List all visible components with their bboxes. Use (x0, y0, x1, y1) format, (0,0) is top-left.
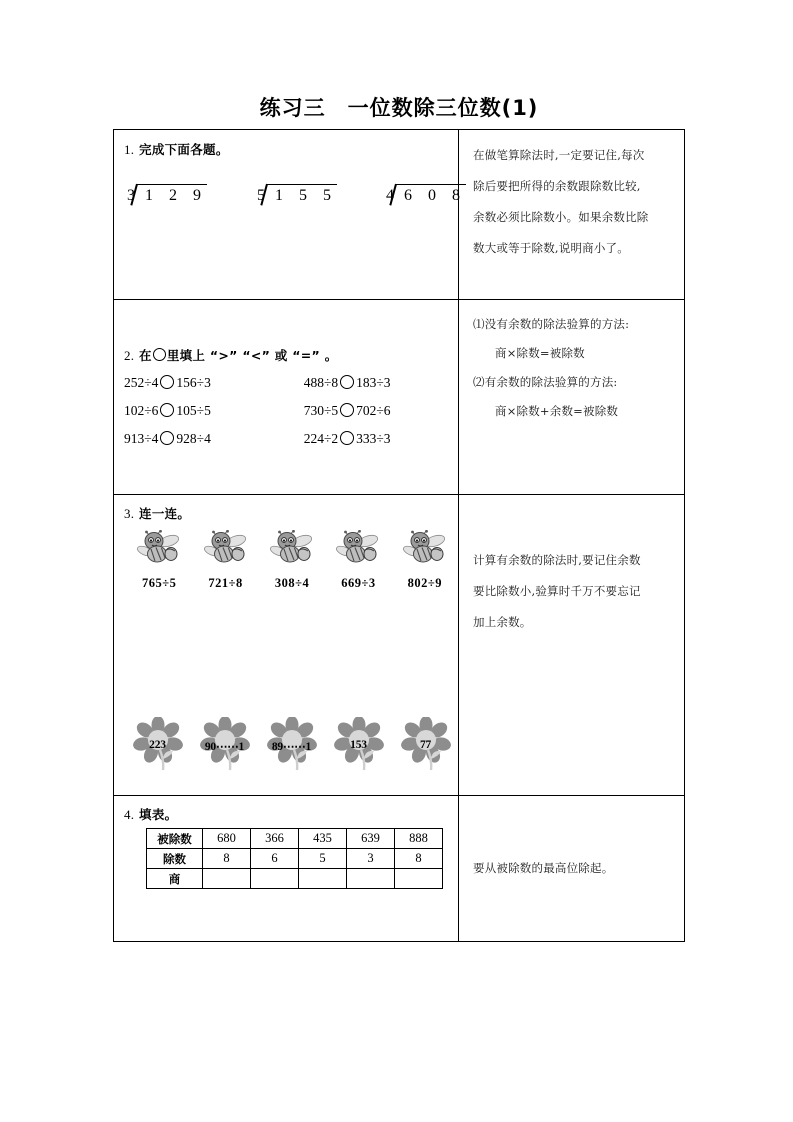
tip-line: 要比除数小,验算时千万不要忘记 (473, 584, 641, 598)
section-4-content (114, 796, 459, 941)
table-cell: 639 (347, 829, 395, 849)
comparison-left: 252÷4 (124, 375, 159, 390)
tip-formula: 商×除数+余数=被除数 (495, 404, 619, 418)
page-title (113, 92, 685, 122)
section-4-number: 4. (124, 807, 135, 822)
page-title-main: 练习三 (259, 96, 326, 120)
flower-item[interactable] (124, 717, 191, 776)
answer-cell[interactable] (347, 869, 395, 889)
comparison-problem[interactable] (124, 375, 296, 391)
long-division-problem-1[interactable] (127, 184, 207, 205)
section-row-1 (114, 130, 684, 300)
comparison-right: 183÷3 (356, 375, 391, 390)
comparison-problem[interactable] (124, 431, 296, 447)
long-division-group (124, 184, 466, 224)
flower-row (124, 717, 459, 776)
comparison-problem[interactable] (296, 403, 458, 419)
section-4-heading (124, 805, 458, 823)
circle-icon (153, 348, 166, 361)
section-3-heading-text: 连一连。 (139, 506, 191, 521)
row-header-divisor: 除数 (147, 849, 203, 869)
flower-answer: 89⋯⋯1 (271, 741, 312, 753)
table-cell: 6 (251, 849, 299, 869)
bee-icon (203, 530, 249, 570)
answer-circle-icon[interactable] (340, 403, 354, 417)
answer-cell[interactable] (299, 869, 347, 889)
comparison-problem[interactable] (296, 375, 458, 391)
tip-line: 余数必须比除数小。如果余数比除 (473, 210, 649, 224)
bee-expression: 721÷8 (208, 576, 243, 590)
comparison-left: 730÷5 (303, 403, 339, 418)
section-2-heading-pre: 在 (139, 348, 152, 363)
page-title-sub: 一位数除三位数(1) (347, 96, 539, 120)
tip-text-3 (473, 505, 672, 638)
answer-circle-icon[interactable] (160, 375, 174, 389)
bee-icon (269, 530, 315, 570)
table-cell: 3 (347, 849, 395, 869)
division-bracket-icon (136, 184, 207, 205)
answer-circle-icon[interactable] (340, 431, 354, 445)
comparison-right: 156÷3 (176, 375, 211, 390)
section-4-heading-text: 填表。 (139, 807, 178, 822)
divisor-1: 3 (127, 187, 135, 204)
answer-circle-icon[interactable] (160, 403, 174, 417)
answer-cell[interactable] (395, 869, 443, 889)
bee-expression: 669÷3 (341, 576, 376, 590)
bee-item[interactable] (392, 530, 458, 591)
flower-item[interactable] (191, 717, 258, 776)
table-row (147, 869, 443, 889)
comparison-row (124, 431, 458, 447)
tip-line: 数大或等于除数,说明商小了。 (473, 241, 629, 255)
table-row (147, 849, 443, 869)
section-2-heading (124, 346, 458, 364)
table-cell: 680 (203, 829, 251, 849)
row-header-quotient: 商 (147, 869, 203, 889)
tip-line: 计算有余数的除法时,要记住余数 (473, 553, 641, 567)
table-cell: 5 (299, 849, 347, 869)
tip-text-4 (473, 806, 672, 931)
bee-icon (402, 530, 448, 570)
bee-expression: 765÷5 (142, 576, 177, 590)
tip-text-2 (473, 310, 672, 426)
flower-item[interactable] (392, 717, 459, 776)
bee-expression: 802÷9 (407, 576, 443, 590)
fill-in-table (146, 828, 443, 889)
dividend-3: 6 0 8 (404, 187, 466, 204)
table-row (147, 829, 443, 849)
comparison-row (124, 375, 458, 391)
section-4-tip (459, 796, 684, 941)
flower-item[interactable] (325, 717, 392, 776)
divisor-3: 4 (386, 187, 394, 204)
table-cell: 8 (203, 849, 251, 869)
table-cell: 366 (251, 829, 299, 849)
section-2-content (114, 300, 459, 494)
bee-item[interactable] (325, 530, 391, 591)
bee-expression: 308÷4 (274, 576, 310, 590)
section-3-heading (124, 504, 458, 522)
comparison-left: 913÷4 (124, 431, 159, 446)
comparison-right: 333÷3 (356, 431, 391, 446)
flower-answer: 153 (350, 739, 367, 751)
tip-line: 除后要把所得的余数跟除数比较, (473, 179, 641, 193)
long-division-problem-3[interactable] (386, 184, 466, 205)
answer-cell[interactable] (251, 869, 299, 889)
bee-icon (136, 530, 182, 570)
divisor-2: 5 (257, 187, 265, 204)
comparison-right: 928÷4 (176, 431, 211, 446)
comparison-grid (124, 375, 458, 447)
section-row-2 (114, 300, 684, 495)
worksheet-table (113, 129, 685, 942)
long-division-problem-2[interactable] (257, 184, 337, 205)
dividend-1: 1 2 9 (145, 187, 207, 204)
bee-item[interactable] (192, 530, 258, 591)
section-1-heading (124, 140, 458, 158)
dividend-2: 1 5 5 (275, 187, 337, 204)
bee-item[interactable] (126, 530, 192, 591)
tip-text-1 (473, 140, 672, 264)
comparison-row (124, 403, 458, 419)
section-1-tip (459, 130, 684, 299)
comparison-right: 702÷6 (356, 403, 391, 418)
section-row-4 (114, 796, 684, 941)
bee-item[interactable] (259, 530, 325, 591)
comparison-left: 102÷6 (124, 403, 159, 418)
section-2-tip (459, 300, 684, 494)
comparison-left: 488÷8 (303, 375, 339, 390)
flower-answer: 223 (149, 739, 166, 751)
tip-line: 加上余数。 (473, 615, 532, 629)
answer-circle-icon[interactable] (340, 375, 354, 389)
division-bracket-icon (266, 184, 337, 205)
comparison-right: 105÷5 (176, 403, 211, 418)
flower-item[interactable] (258, 717, 325, 776)
section-2-number: 2. (124, 348, 135, 363)
table-cell: 888 (395, 829, 443, 849)
tip-formula: 商×除数=被除数 (495, 346, 585, 360)
tip-line: 在做笔算除法时,一定要记住,每次 (473, 148, 645, 162)
section-3-content (114, 495, 459, 795)
division-bracket-icon (395, 184, 466, 205)
section-2-heading-post: 里填上 “>” “<” 或 “=” 。 (166, 348, 338, 363)
comparison-problem[interactable] (124, 403, 296, 419)
table-cell: 435 (299, 829, 347, 849)
section-1-heading-text: 完成下面各题。 (139, 142, 229, 157)
section-3-number: 3. (124, 506, 135, 521)
answer-cell[interactable] (203, 869, 251, 889)
flower-answer: 90⋯⋯1 (204, 741, 245, 753)
tip-line: ⑴没有余数的除法验算的方法: (473, 317, 630, 331)
section-1-content (114, 130, 466, 299)
row-header-dividend: 被除数 (147, 829, 203, 849)
flower-answer: 77 (419, 739, 432, 751)
answer-circle-icon[interactable] (160, 431, 174, 445)
table-cell: 8 (395, 849, 443, 869)
section-row-3 (114, 495, 684, 796)
bee-row (124, 530, 458, 591)
bee-icon (335, 530, 381, 570)
tip-line: 要从被除数的最高位除起。 (473, 861, 614, 875)
tip-line: ⑵有余数的除法验算的方法: (473, 375, 618, 389)
section-3-tip (459, 495, 684, 795)
comparison-left: 224÷2 (303, 431, 339, 446)
section-1-number: 1. (124, 142, 135, 157)
comparison-problem[interactable] (296, 431, 458, 447)
